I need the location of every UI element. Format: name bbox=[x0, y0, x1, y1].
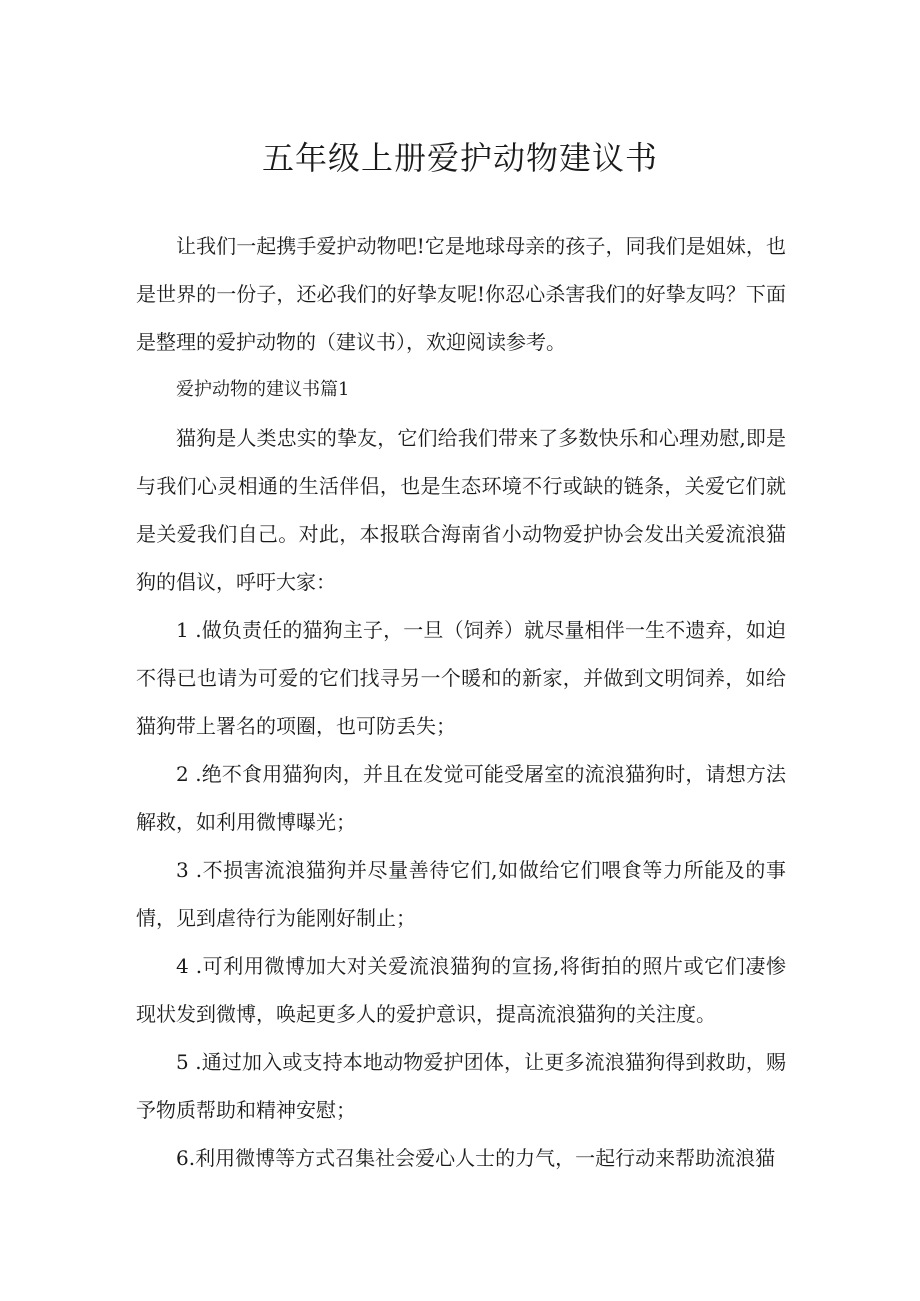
item-number: 1 bbox=[176, 618, 189, 642]
list-item bbox=[136, 1038, 786, 1134]
item-number: 5 bbox=[176, 1050, 189, 1074]
intro-paragraph: 让我们一起携手爱护动物吧!它是地球母亲的孩子，同我们是姐妹，也是世界的一份子，还必我们的好挚友呢!你忍心杀害我们的好挚友吗？下面是整理的爱护动物的（建议书），欢迎阅读参考。 bbox=[136, 234, 786, 354]
item-number: 6 bbox=[176, 1146, 189, 1170]
list-item bbox=[136, 1134, 786, 1182]
list-item bbox=[136, 750, 786, 846]
item-text: .不损害流浪猫狗并尽量善待它们,如做给它们喂食等力所能及的事情，见到虐待行为能刚好制止； bbox=[136, 858, 786, 930]
item-text: .做负责任的猫狗主子，一旦（饲养）就尽量相伴一生不遗弃，如迫不得已也请为可爱的它们找寻另一个暖和的新家，并做到文明饲养，如给猫狗带上署名的项圈，也可防丢失； bbox=[136, 618, 787, 738]
section-intro-paragraph: 猫狗是人类忠实的挚友，它们给我们带来了多数快乐和心理劝慰,即是与我们心灵相通的生活伴侣，也是生态环境不行或缺的链条，关爱它们就是关爱我们自己。对此，本报联合海南省小动物爱护协会发出关爱流浪猫狗的倡议，呼吁大家： bbox=[136, 426, 786, 594]
item-number: 4 bbox=[176, 954, 189, 978]
list-item bbox=[136, 846, 786, 942]
item-text: .可利用微博加大对关爱流浪猫狗的宣扬,将街拍的照片或它们凄惨现状发到微博，唤起更多人的爱护意识，提高流浪猫狗的关注度。 bbox=[136, 954, 786, 1026]
item-text: .通过加入或支持本地动物爱护团体，让更多流浪猫狗得到救助，赐予物质帮助和精神安慰； bbox=[136, 1050, 787, 1122]
item-text: .绝不食用猫狗肉，并且在发觉可能受屠室的流浪猫狗时，请想方法解救，如利用微博曝光； bbox=[136, 762, 787, 834]
document-title: 五年级上册爱护动物建议书 bbox=[261, 139, 658, 177]
item-number: 2 bbox=[176, 762, 189, 786]
document-body bbox=[136, 222, 786, 1182]
item-number: 3 bbox=[176, 858, 189, 882]
list-item bbox=[136, 942, 786, 1038]
section-heading: 爱护动物的建议书篇1 bbox=[176, 379, 350, 400]
item-text: .利用微博等方式召集社会爱心人士的力气，一起行动来帮助流浪猫 bbox=[188, 1146, 776, 1170]
list-item bbox=[136, 606, 786, 750]
